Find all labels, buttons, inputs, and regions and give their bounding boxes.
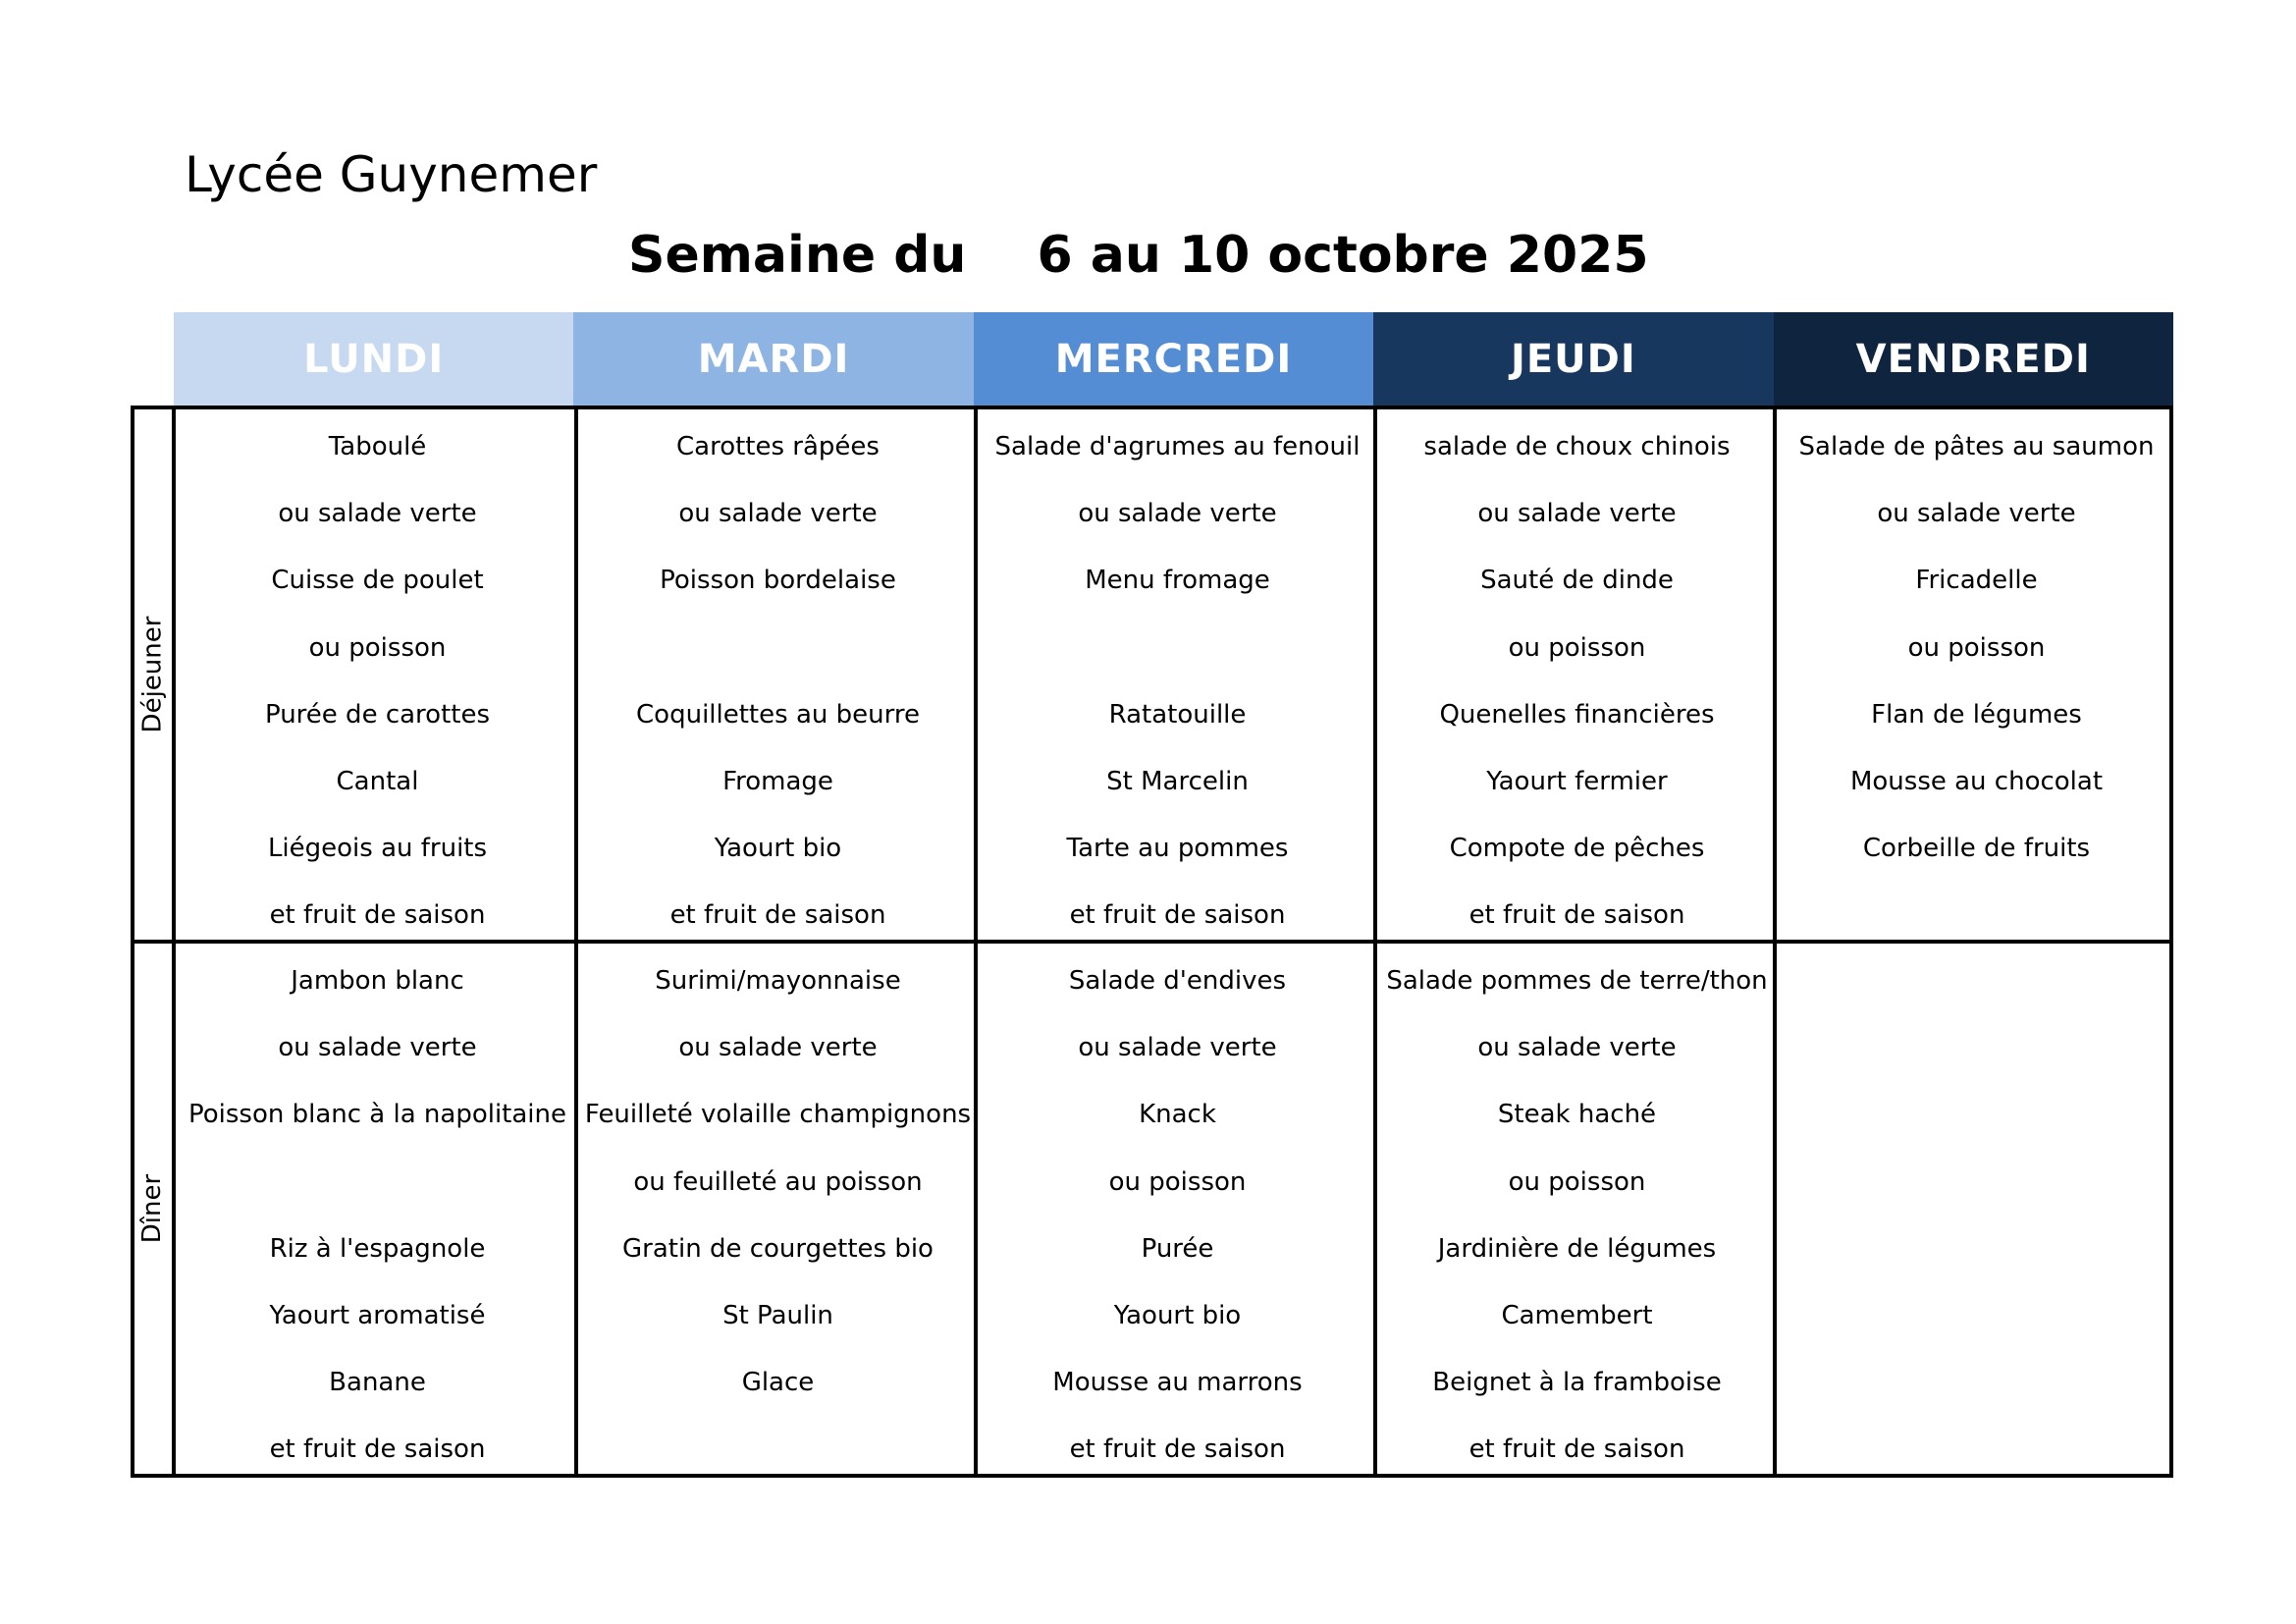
menu-cell-dinner-mardi <box>578 947 978 1484</box>
menu-item: Sauté de dinde <box>1480 566 1674 596</box>
menu-item: Salade pommes de terre/thon <box>1386 966 1768 997</box>
menu-item <box>1777 1416 2176 1483</box>
menu-item: Flan de légumes <box>1871 699 2082 730</box>
menu-cell-lunch-mercredi <box>978 413 1377 949</box>
menu-cell-lunch-jeudi <box>1377 413 1777 949</box>
menu-item: ou feuilleté au poisson <box>633 1166 923 1197</box>
menu-item: Corbeille de fruits <box>1862 834 2091 864</box>
menu-item: Jambon blanc <box>291 966 464 997</box>
meal-label-lunch-text: Déjeuner <box>137 616 168 733</box>
day-header-row <box>174 312 2173 406</box>
menu-item: ou poisson <box>1907 632 2046 663</box>
meal-label-lunch <box>131 409 174 940</box>
menu-item <box>1777 1014 2176 1081</box>
menu-item: Fromage <box>722 767 833 797</box>
menu-item: ou poisson <box>1508 1166 1646 1197</box>
menu-item: Poisson bordelaise <box>660 566 896 596</box>
menu-item: Ratatouille <box>1108 699 1247 730</box>
menu-item: Yaourt fermier <box>1486 767 1668 797</box>
menu-item: et fruit de saison <box>1468 1435 1685 1465</box>
meal-label-dinner <box>131 944 174 1474</box>
menu-item: Salade de pâtes au saumon <box>1798 432 2155 462</box>
menu-item: Coquillettes au beurre <box>636 699 920 730</box>
menu-item <box>1777 882 2176 948</box>
menu-item: Mousse au chocolat <box>1849 767 2104 797</box>
menu-item: Beignet à la framboise <box>1432 1368 1722 1398</box>
menu-item <box>1777 1282 2176 1349</box>
menu-item: Fricadelle <box>1915 566 2038 596</box>
menu-item: Menu fromage <box>1085 566 1270 596</box>
meal-label-dinner-text: Dîner <box>137 1173 168 1244</box>
menu-item: Mousse au marrons <box>1052 1368 1303 1398</box>
menu-cell-lunch-lundi <box>178 413 577 949</box>
menu-item: Cantal <box>336 767 419 797</box>
menu-item: Yaourt aromatisé <box>269 1301 486 1331</box>
menu-item: et fruit de saison <box>1069 1435 1286 1465</box>
menu-item: Camembert <box>1501 1301 1653 1331</box>
menu-item: Liégeois au fruits <box>267 834 488 864</box>
menu-item: Steak haché <box>1497 1100 1657 1130</box>
week-prefix: Semaine du <box>628 226 967 285</box>
menu-item: St Marcelin <box>1106 767 1249 797</box>
menu-item <box>578 1416 978 1483</box>
menu-item: Feuilleté volaille champignons <box>584 1100 972 1130</box>
menu-item: ou poisson <box>1508 632 1646 663</box>
day-header-mercredi: MERCREDI <box>974 312 1373 406</box>
menu-item: Taboulé <box>328 432 427 462</box>
menu-item: Quenelles financières <box>1439 699 1715 730</box>
menu-item: et fruit de saison <box>269 1435 486 1465</box>
grid-line-top <box>131 406 2173 409</box>
school-name: Lycée Guynemer <box>185 146 598 203</box>
day-header-mardi: MARDI <box>573 312 973 406</box>
menu-cell-dinner-jeudi <box>1377 947 1777 1484</box>
menu-item: Glace <box>741 1368 815 1398</box>
menu-item: Jardinière de légumes <box>1437 1233 1717 1264</box>
menu-item: Surimi/mayonnaise <box>655 966 901 997</box>
menu-item: Purée de carottes <box>264 699 491 730</box>
menu-cell-dinner-lundi <box>178 947 577 1484</box>
menu-item: ou salade verte <box>678 1033 878 1063</box>
menu-item: Tarte au pommes <box>1066 834 1289 864</box>
menu-item: ou salade verte <box>1078 1033 1277 1063</box>
menu-item: salade de choux chinois <box>1423 432 1731 462</box>
menu-item: Gratin de courgettes bio <box>622 1233 934 1264</box>
menu-cell-dinner-vendredi <box>1777 947 2176 1484</box>
menu-item: Yaourt bio <box>1113 1301 1242 1331</box>
menu-item: et fruit de saison <box>1069 900 1286 931</box>
week-title <box>628 224 1649 287</box>
menu-item: Cuisse de poulet <box>271 566 484 596</box>
menu-item: Salade d'agrumes au fenouil <box>994 432 1361 462</box>
menu-item: et fruit de saison <box>669 900 886 931</box>
menu-item: Banane <box>329 1368 426 1398</box>
menu-item <box>1777 1216 2176 1282</box>
menu-item <box>1777 1149 2176 1216</box>
menu-item <box>178 1149 577 1216</box>
menu-item: ou poisson <box>1108 1166 1247 1197</box>
day-header-jeudi: JEUDI <box>1373 312 1773 406</box>
menu-item: Riz à l'espagnole <box>269 1233 486 1264</box>
menu-item: St Paulin <box>722 1301 833 1331</box>
menu-item: et fruit de saison <box>269 900 486 931</box>
menu-cell-lunch-vendredi <box>1777 413 2176 949</box>
menu-item: ou salade verte <box>1877 499 2076 529</box>
menu-item: et fruit de saison <box>1468 900 1685 931</box>
menu-item: Salade d'endives <box>1068 966 1287 997</box>
menu-item: Knack <box>1139 1100 1216 1130</box>
menu-item: Purée <box>1141 1233 1214 1264</box>
menu-item: ou salade verte <box>278 1033 477 1063</box>
menu-item: ou salade verte <box>678 499 878 529</box>
menu-item: Poisson blanc à la napolitaine <box>187 1100 567 1130</box>
menu-item: ou salade verte <box>1477 499 1677 529</box>
menu-item: ou salade verte <box>278 499 477 529</box>
day-header-vendredi: VENDREDI <box>1774 312 2173 406</box>
menu-item <box>1777 1081 2176 1148</box>
week-dates: 6 au 10 octobre 2025 <box>1037 226 1649 285</box>
menu-item: Yaourt bio <box>714 834 842 864</box>
menu-item <box>578 615 978 681</box>
menu-item <box>1777 1349 2176 1416</box>
day-header-lundi: LUNDI <box>174 312 573 406</box>
menu-item: ou salade verte <box>1477 1033 1677 1063</box>
menu-cell-lunch-mardi <box>578 413 978 949</box>
menu-item: ou salade verte <box>1078 499 1277 529</box>
menu-item: ou poisson <box>308 632 447 663</box>
menu-item <box>1777 947 2176 1014</box>
menu-item <box>978 615 1377 681</box>
menu-cell-dinner-mercredi <box>978 947 1377 1484</box>
menu-item: Compote de pêches <box>1449 834 1705 864</box>
menu-item: Carottes râpées <box>676 432 880 462</box>
